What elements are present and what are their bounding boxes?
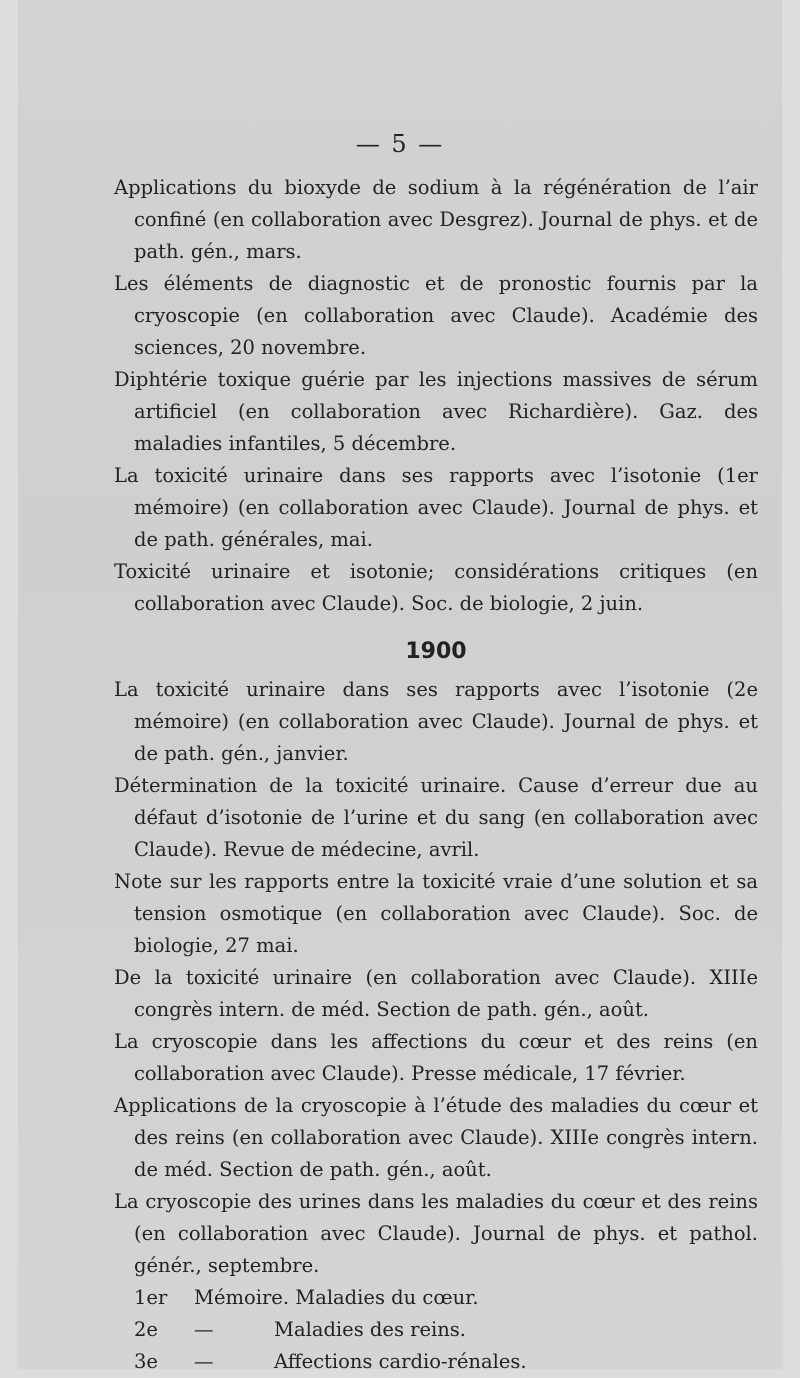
list-item: Toxicité urinaire et isotonie; considérations critiques (en collaboration avec Claude). Soc. de biologie, 2 juin. — [114, 560, 758, 615]
list-item: Détermination de la toxicité urinaire. Cause d’erreur due au défaut d’isotonie de l’urine et du sang (en collaboration avec Claude). Revue de médecine, avril. — [114, 774, 758, 861]
sub-item-text: Affections cardio-rénales. — [274, 1350, 527, 1373]
document-page — [18, 0, 782, 1373]
sub-item — [114, 1346, 758, 1378]
list-item: Note sur les rapports entre la toxicité vraie d’une solution et sa tension osmotique (en collaboration avec Claude). Soc. de biologie, 27 mai. — [114, 870, 758, 957]
bibliography-list — [114, 172, 758, 1378]
sub-item-dash: — — [194, 1318, 214, 1341]
list-item: De la toxicité urinaire (en collaboration avec Claude). XIIIe congrès intern. de méd. Section de path. gén., août. — [114, 966, 758, 1021]
sub-item-dash: — — [194, 1350, 214, 1373]
list-item: La toxicité urinaire dans ses rapports avec l’isotonie (1er mémoire) (en collaboration avec Claude). Journal de phys. et de path. générales, mai. — [114, 464, 758, 551]
list-item: La cryoscopie dans les affections du cœur et des reins (en collaboration avec Claude). Presse médicale, 17 février. — [114, 1030, 758, 1085]
year-heading: 1900 — [405, 639, 467, 664]
list-item: Les éléments de diagnostic et de pronostic fournis par la cryoscopie (en collaboration avec Claude). Académie des sciences, 20 novembre. — [114, 272, 758, 359]
sub-item — [114, 1314, 758, 1346]
list-item: Applications de la cryoscopie à l’étude des maladies du cœur et des reins (en collaboration avec Claude). XIIIe congrès intern. de méd. Section de path. gén., août. — [114, 1094, 758, 1181]
sub-item-number: 3e — [134, 1350, 158, 1373]
sub-item-number: 2e — [134, 1318, 158, 1341]
sub-item-number: 1er — [134, 1286, 168, 1309]
list-item: La toxicité urinaire dans ses rapports avec l’isotonie (2e mémoire) (en collaboration avec Claude). Journal de phys. et de path. gén., janvier. — [114, 678, 758, 765]
list-item: La cryoscopie des urines dans les maladies du cœur et des reins (en collaboration avec Claude). Journal de phys. et pathol. génér., septembre. — [114, 1190, 758, 1277]
list-item: Diphtérie toxique guérie par les injections massives de sérum artificiel (en collaboration avec Richardière). Gaz. des maladies infantiles, 5 décembre. — [114, 368, 758, 455]
sub-item-text: Maladies des reins. — [274, 1318, 467, 1341]
page-number: — 5 — — [355, 130, 445, 158]
sub-item — [114, 1282, 758, 1314]
list-item: Applications du bioxyde de sodium à la régénération de l’air confiné (en collaboration avec Desgrez). Journal de phys. et de path. gén., mars. — [114, 176, 758, 263]
sub-item-text: Mémoire. Maladies du cœur. — [194, 1286, 479, 1309]
